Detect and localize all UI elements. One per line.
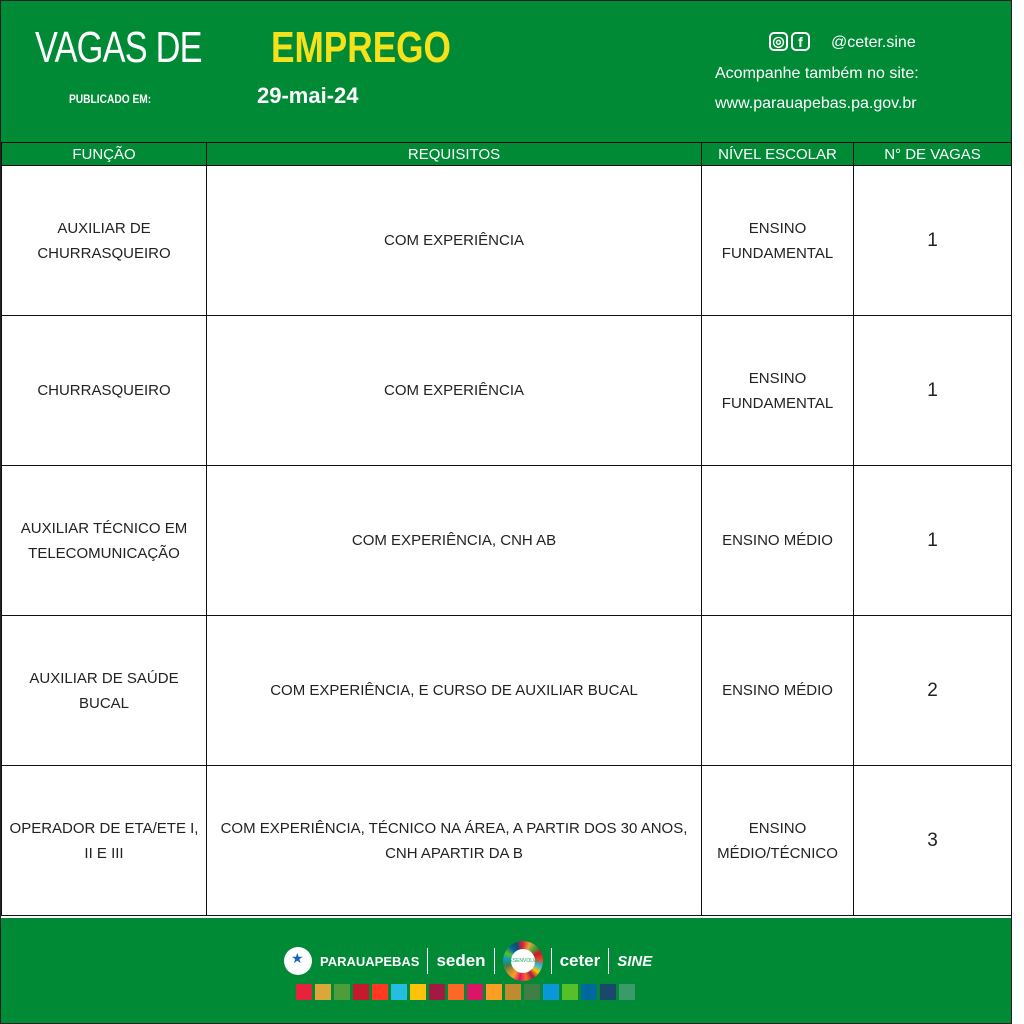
published-date: 29-mai-24 bbox=[257, 83, 359, 108]
instagram-icon: ◎ bbox=[769, 32, 788, 51]
cell-requisitos: COM EXPERIÊNCIA, E CURSO DE AUXILIAR BUCAL bbox=[207, 616, 702, 766]
cell-nivel: ENSINO MÉDIO bbox=[702, 616, 854, 766]
parauapebas-logo-icon: ★ bbox=[284, 947, 312, 975]
table-row bbox=[2, 616, 1012, 766]
sdg-goal-icon bbox=[429, 984, 445, 1000]
jobs-table bbox=[1, 142, 1012, 916]
social-handle: @ceter.sine bbox=[831, 34, 916, 51]
sdg-goal-icon bbox=[467, 984, 483, 1000]
sdg-goal-icon bbox=[448, 984, 464, 1000]
sdg-goal-icon bbox=[562, 984, 578, 1000]
cell-nivel: ENSINO MÉDIO bbox=[702, 466, 854, 616]
sdg-goal-icon bbox=[372, 984, 388, 1000]
cell-funcao: AUXILIAR DE SAÚDE BUCAL bbox=[2, 616, 207, 766]
cell-requisitos: COM EXPERIÊNCIA, CNH AB bbox=[207, 466, 702, 616]
col-funcao: FUNÇÃO bbox=[2, 143, 207, 166]
table-row bbox=[2, 316, 1012, 466]
sdg-goal-icon bbox=[600, 984, 616, 1000]
cell-requisitos: COM EXPERIÊNCIA bbox=[207, 166, 702, 316]
header bbox=[1, 1, 1011, 142]
logo-seden: seden bbox=[436, 951, 486, 970]
table-header bbox=[2, 143, 1012, 166]
cell-vagas: 1 bbox=[854, 466, 1012, 616]
title-part1: VAGAS DE bbox=[35, 23, 202, 72]
cell-funcao: CHURRASQUEIRO bbox=[2, 316, 207, 466]
website: www.parauapebas.pa.gov.br bbox=[715, 95, 917, 112]
logo-sine: SINE bbox=[617, 952, 653, 970]
table-row bbox=[2, 466, 1012, 616]
sdg-goal-icon bbox=[505, 984, 521, 1000]
table-row bbox=[2, 166, 1012, 316]
cell-vagas: 2 bbox=[854, 616, 1012, 766]
sdg-icons bbox=[296, 984, 635, 1000]
cell-funcao: AUXILIAR DE CHURRASQUEIRO bbox=[2, 166, 207, 316]
logo-parauapebas: PARAUAPEBAS bbox=[320, 953, 420, 969]
cell-vagas: 1 bbox=[854, 316, 1012, 466]
social-icons bbox=[769, 32, 810, 51]
cell-vagas: 1 bbox=[854, 166, 1012, 316]
cell-nivel: ENSINO MÉDIO/TÉCNICO bbox=[702, 766, 854, 916]
cell-vagas: 3 bbox=[854, 766, 1012, 916]
sdg-goal-icon bbox=[410, 984, 426, 1000]
sdg-goal-icon bbox=[353, 984, 369, 1000]
cell-funcao: OPERADOR DE ETA/ETE I, II E III bbox=[2, 766, 207, 916]
title-part2: EMPREGO bbox=[271, 23, 451, 72]
col-requisitos: REQUISITOS bbox=[207, 143, 702, 166]
logo-ceter: ceter bbox=[559, 951, 601, 970]
follow-text: Acompanhe também no site: bbox=[715, 65, 919, 82]
cell-requisitos: COM EXPERIÊNCIA bbox=[207, 316, 702, 466]
sdg-goal-icon bbox=[391, 984, 407, 1000]
cell-nivel: ENSINO FUNDAMENTAL bbox=[702, 166, 854, 316]
sdg-goal-icon bbox=[334, 984, 350, 1000]
table-row bbox=[2, 766, 1012, 916]
sdg-goal-icon bbox=[543, 984, 559, 1000]
col-nivel: NÍVEL ESCOLAR bbox=[702, 143, 854, 166]
sdg-goal-icon bbox=[486, 984, 502, 1000]
col-vagas: N° DE VAGAS bbox=[854, 143, 1012, 166]
sdg-goal-icon bbox=[296, 984, 312, 1000]
sdg-goal-icon bbox=[524, 984, 540, 1000]
published-label: PUBLICADO EM: bbox=[69, 92, 152, 106]
sdg-goal-icon bbox=[619, 984, 635, 1000]
cell-nivel: ENSINO FUNDAMENTAL bbox=[702, 316, 854, 466]
sdg-goal-icon bbox=[581, 984, 597, 1000]
cell-requisitos: COM EXPERIÊNCIA, TÉCNICO NA ÁREA, A PARTIR DOS 30 ANOS, CNH APARTIR DA B bbox=[207, 766, 702, 916]
partner-logos bbox=[284, 941, 652, 981]
sdg-goal-icon bbox=[315, 984, 331, 1000]
facebook-icon: f bbox=[791, 32, 810, 51]
cell-funcao: AUXILIAR TÉCNICO EM TELECOMUNICAÇÃO bbox=[2, 466, 207, 616]
desenvolve-logo: DESENVOLVE bbox=[503, 941, 543, 981]
